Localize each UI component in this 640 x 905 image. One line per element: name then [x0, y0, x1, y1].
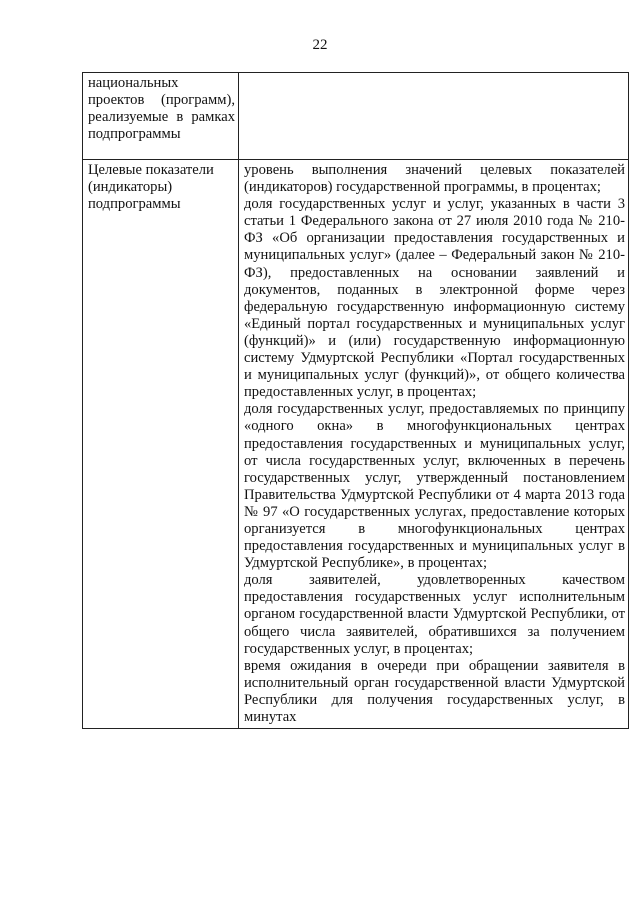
table-row	[83, 73, 629, 160]
indicator-item: уровень выполнения значений целевых показателей (индикаторов) государственной программы, в процентах;	[244, 162, 625, 196]
row-label-national-projects: национальных проектов (программ), реализуемые в рамках подпрограммы	[88, 75, 235, 143]
indicator-item: время ожидания в очереди при обращении заявителя в исполнительный орган государственной власти Удмуртской Республики для получения государственных услуг, в минутах	[244, 657, 625, 725]
indicator-item: доля государственных услуг, предоставляемых по принципу «одного окна» в многофункциональных центрах предоставления государственных и муниципальных услуг, от числа государственных услуг, включенных в перечень государственных услуг, утвержденный постановлением Правительства Удмуртской Республики от 4 марта 2013 года № 97 «О государственных услугах, предоставление которых организуется в многофункциональных центрах предоставления государственных и муниципальных услуг в Удмуртской Республике», в процентах;	[244, 401, 625, 572]
page-number: 22	[312, 37, 328, 53]
indicator-item: доля заявителей, удовлетворенных качеством предоставления государственных услуг исполнительным органом государственной власти Удмуртской Республики, от общего числа заявителей, обратившихся за получением государственных услуг, в процентах;	[244, 572, 625, 657]
table-cell-label	[83, 160, 239, 729]
indicator-item: доля государственных услуг и услуг, указанных в части 3 статьи 1 Федерального закона от 27 июля 2010 года № 210-ФЗ «Об организации предоставления государственных и муниципальных услуг» (далее – Федеральный закон № 210-ФЗ), предоставленных на основании заявлений и документов, поданных в электронной форме через федеральную государственную информационную систему «Единый портал государственных и муниципальных услуг (функций)» и (или) государственную информационную систему Удмуртской Республики «Портал государственных и муниципальных услуг (функций)», от общего количества предоставленных услуг, в процентах;	[244, 196, 625, 401]
passport-table	[82, 72, 629, 729]
table-cell-label	[83, 73, 239, 160]
table-cell-value	[239, 73, 629, 160]
table-cell-value	[239, 160, 629, 729]
row-label-target-indicators: Целевые показатели (индикаторы) подпрограммы	[88, 162, 214, 213]
table-row	[83, 160, 629, 729]
